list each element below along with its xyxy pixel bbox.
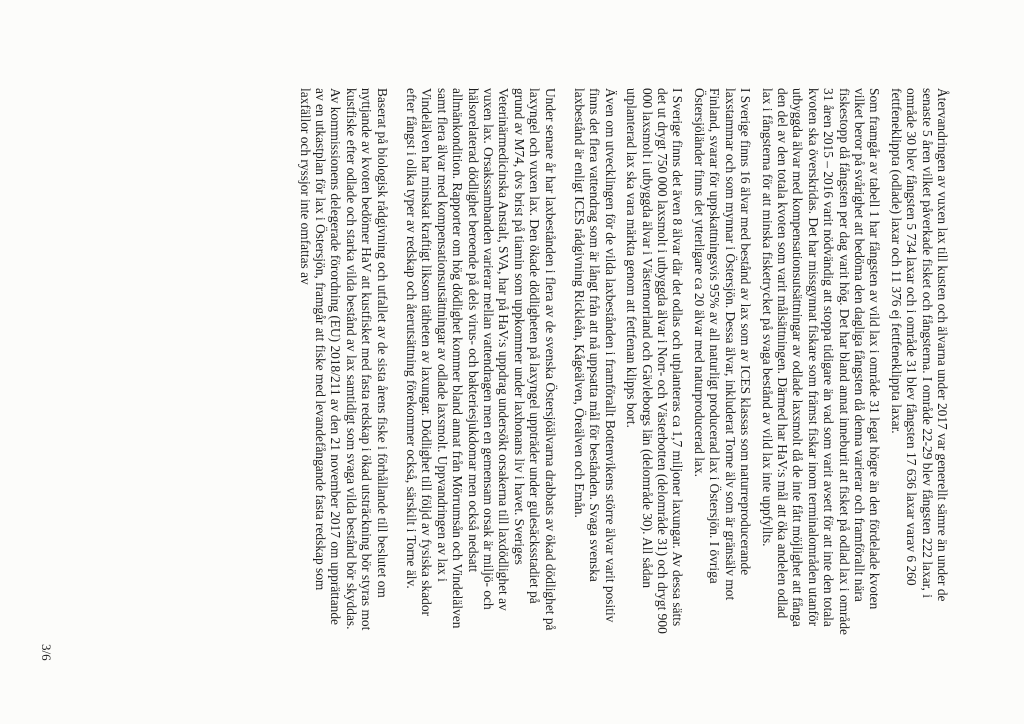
paragraph-wild-rivers: I Sverige finns 16 älvar med bestånd av lax som av ICES klassas som naturreproducerande laxstammar och som mynnar i Östersjön. Dessa älvar, inkluderat Torne älv som är gränsälv mot Finland, svarar för uppskattningsvis 95% av all naturligt producerad lax i Östersjön. I övriga Östersjöländer finns det ytterligare ca 20 älvar med naturproducerad lax. — [691, 88, 754, 601]
paragraph-stocked-rivers: I Sverige finns det även 8 älvar där det odlas och utplanteras ca 1,7 miljoner laxungar. Av dessa sätts det ut drygt 750 000 laxsmolt i utbyggda älvar i Norr- och Västerbotten (delområde 31) och drygt 900 000 laxsmolt i utbyggda älvar i Västernorrland och Gävleborgs län (delområde 30). All sådan utplanterad lax ska vara märkta genom att fettfenan klipps bort. — [624, 88, 686, 634]
paragraph-advice: Baserat på biologisk rådgivning och utfallet av de sista årens fiske i förhållande till beslutet om nyttjande av kvoten bedömer HaV att kustfisket med fasta redskap i ökad utsträckning bör styras mot kustfiske efter odlade och starka vilda bestånd av lax samtidigt som svaga vilda bestånd bör skyddas. Av kommissionens delegerade förordning (EU) 2018/211 av den 21 november 2017 om upprättande av en utkastplan för lax i Östersjön, framgår att fiske med levandefångande fasta redskap som laxfällor och ryssjor inte omfattas av — [297, 88, 390, 631]
paragraph-return-migration: Återvandringen av vuxen lax till kusten och älvarna under 2017 var generellt sämre än under de senaste 5 åren vilket påverkade fisket och fångsterna. I område 22-29 blev fångsten 222 laxar, i område 30 blev fångsten 5 734 laxar och i område 31 blev fångsten 17 636 laxar varav 6 260 fettfeneklippta (odlade) laxar och 11 376 ej fettfeneklippta laxar. — [888, 88, 950, 602]
page-number: 3/6 — [39, 644, 54, 661]
paragraph-catch-quota: Som framgår av tabell 1 har fångsten av vild lax i område 31 legat högre än den fördelade kvoten vilket beror på svårighet att bedöma den dagliga fångsten då denna varierar och framförallt nära fiskestopp då fångsten per dag varit hög. Det har bland annat inneburit att fisket på odlad lax i område 31 åren 2015 – 2016 varit nödvändig att stoppa tidigare än vad som varit avsett för att inte den totala kvoten ska överskridas. Det har missgynnat fiskare som främst fiskar inom terminalområden utanför utbyggda älvar med kompensationsutsättningar av odlade laxsmolt då de inte fått möjlighet att fånga den del av den totala kvoten som varit målsättningen. Därmed har HaV:s mål att öka andelen odlad lax i fångsterna för att minska fisketrycket på svaga bestånd av vild lax inte uppfyllts. — [759, 88, 883, 635]
document-body — [291, 88, 950, 636]
paragraph-mortality: Under senare år har laxbestånden i flera av de svenska Östersjöälvarna drabbats av ökad dödlighet på laxyngel och vuxen lax. Den ökade dödligheten på laxyngel uppträder under gulesäcksstadiet på grund av M74, dvs brist på tiamin som uppkommer under laxhonans liv i havet. Sveriges Veterinärmedicinska Anstalt, SVA, har på HaV:s uppdrag undersökt orsakerna till laxdödlighet av vuxen lax. Orsakssambanden varierar mellan vattendragen men en gemensam orsak är miljö- och hälsorelaterad dödlighet beroende på dels virus- och bakteriesjukdomar men också nedsatt allmänkondition. Rapporter om hög dödlighet kommer bland annat från Mörrumsån och Vindelälven samt flera älvar med kompensationsutsättningar av odlade laxsmolt. Uppvandringen av lax i Vindelälven har minskat kraftigt liksom tätheten av laxungar. Dödlighet till följd av fysiska skador efter fångst i olika typer av redskap och återutsättning förekommer också, särskilt i Torne älv. — [404, 88, 558, 631]
paragraph-weak-stocks: Även om utvecklingen för de vilda laxbestånden i framförallt Bottenvikens större älvar varit positiv finns det flera vattendrag som är långt från att nå uppsatta mål för bestånden. Svaga svenska laxbestånd är enligt ICES rådgivning Rickleån, Kågeälven, Öreälven och Emån. — [572, 88, 618, 623]
